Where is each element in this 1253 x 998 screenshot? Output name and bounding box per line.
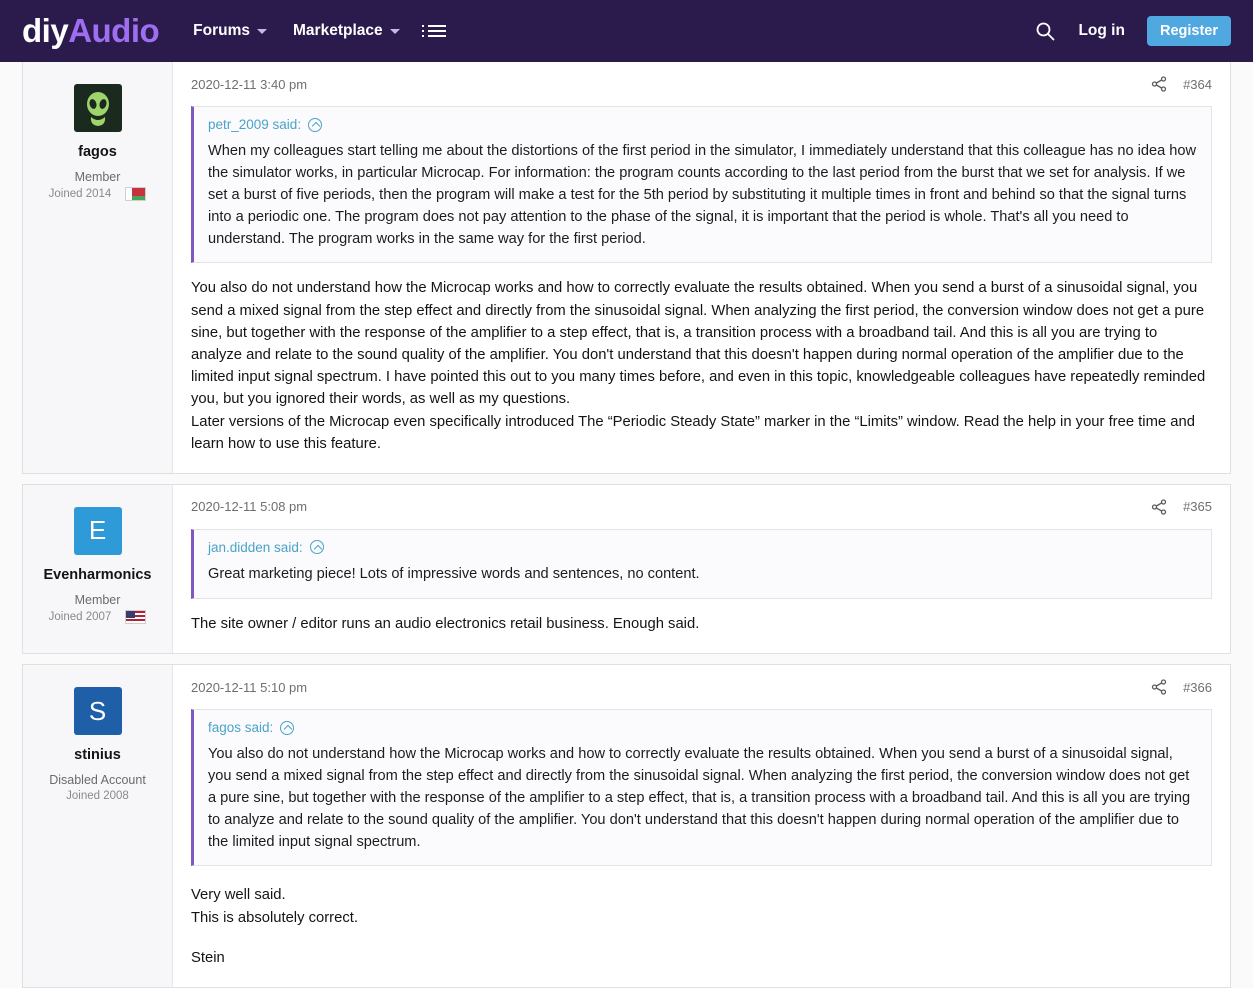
- post-number[interactable]: #364: [1183, 76, 1212, 92]
- site-logo[interactable]: [22, 12, 159, 50]
- flag-icon-usa: [125, 610, 146, 624]
- quote-text: Great marketing piece! Lots of impressive words and sentences, no content.: [208, 565, 700, 582]
- author-title: Disabled Account: [49, 773, 146, 788]
- quote-author-label: petr_2009 said:: [208, 117, 302, 132]
- quote-author-label: fagos said:: [208, 720, 274, 736]
- nav-label-marketplace: Marketplace: [293, 22, 383, 39]
- author-joined: Joined 2007: [48, 610, 112, 623]
- blockquote: [191, 106, 1212, 263]
- author-name[interactable]: fagos: [78, 144, 117, 160]
- avatar-initial: S: [88, 695, 107, 726]
- author-title: Member: [74, 592, 121, 607]
- quote-text: When my colleagues start telling me about the distortions of the first period in the simulator, I immediately understand that this colleague has no idea how the simulator works, in particular Microcap. For information: the program counts according to the last period from the burst that we set for analysis. If we set a burst of five periods, then the program will make a test for the 5th period by substituting it multiple times in front and behind so that the signal turns into a periodic one. The program does not pay attention to the phase of the signal, it is important that the period is whole. That's all you need to understand. The program works in the same way for the first period.: [208, 143, 1197, 247]
- post-paragraph: The site owner / editor runs an audio electronics retail business. Enough said.: [191, 615, 700, 632]
- blockquote: [191, 709, 1212, 866]
- post-date[interactable]: 2020-12-11 5:08 pm: [191, 499, 308, 515]
- author-name[interactable]: Evenharmonics: [43, 566, 152, 583]
- jump-to-post-icon[interactable]: [310, 540, 324, 554]
- post-paragraph: You also do not understand how the Microcap works and how to correctly evaluate the results obtained. When you send a burst of a sinusoidal signal, you send a mixed signal from the step effect and directly from the sinusoidal signal. When analyzing the first period, the conversion window does not get a pure sine, but together with the response of the amplifier to a step effect, that is, a transition process with a broadband tail. And this is all you are trying to analyze and relate to the sound quality of the amplifier. You don't understand that this doesn't happen during normal operation of the amplifier due to the limited input signal spectrum. I have pointed this out to you many times before, and even in this topic, knowledgeable colleagues have repeatedly reminded you, but you ignored their words, as well as my questions.: [191, 280, 1206, 408]
- post-body: [191, 613, 1212, 635]
- blockquote: [191, 529, 1212, 599]
- post-paragraph: This is absolutely correct.: [191, 909, 358, 926]
- quote-author-link[interactable]: [208, 720, 1197, 735]
- post-number[interactable]: #365: [1183, 499, 1212, 515]
- post-author-block: [23, 665, 173, 987]
- post-365: [22, 484, 1231, 654]
- quote-author-link[interactable]: [208, 540, 1197, 555]
- share-icon[interactable]: [1151, 679, 1167, 695]
- author-meta-row: [33, 790, 162, 802]
- share-icon[interactable]: [1151, 76, 1167, 92]
- nav-item-marketplace[interactable]: [293, 0, 400, 62]
- jump-to-post-icon[interactable]: [308, 118, 322, 132]
- logo-text-audio: Audio: [68, 12, 160, 49]
- avatar[interactable]: [74, 507, 122, 555]
- avatar[interactable]: [74, 84, 122, 132]
- post-number[interactable]: #366: [1183, 679, 1212, 695]
- avatar-initial: E: [88, 515, 107, 546]
- post-body: [191, 884, 1212, 969]
- chevron-down-icon: [257, 29, 267, 34]
- post-content: [173, 62, 1230, 473]
- post-366: [22, 664, 1231, 988]
- post-meta-actions: [1151, 499, 1212, 515]
- site-header: [0, 0, 1253, 62]
- post-meta-actions: [1151, 679, 1212, 695]
- post-meta-actions: [1151, 76, 1212, 92]
- quote-author-label: jan.didden said:: [208, 539, 303, 555]
- avatar[interactable]: [74, 687, 122, 735]
- author-name[interactable]: stinius: [74, 747, 121, 764]
- post-date[interactable]: 2020-12-11 5:10 pm: [191, 679, 308, 695]
- author-joined: Joined 2008: [66, 790, 129, 803]
- post-meta: [191, 679, 1212, 695]
- chevron-down-icon: [390, 29, 400, 34]
- post-author-block: [23, 62, 173, 473]
- jump-to-post-icon[interactable]: [280, 721, 294, 735]
- header-actions: [1034, 16, 1231, 46]
- share-icon[interactable]: [1151, 499, 1167, 515]
- list-icon[interactable]: [426, 21, 448, 41]
- author-meta-row: [33, 187, 162, 201]
- post-date[interactable]: 2020-12-11 3:40 pm: [191, 76, 308, 92]
- post-content: [173, 665, 1230, 987]
- author-title: Member: [74, 170, 121, 184]
- quote-text: You also do not understand how the Microcap works and how to correctly evaluate the results obtained. When you send a burst of a sinusoidal signal, you send a mixed signal from the step effect and directly from the sinusoidal signal. When analyzing the first period, the conversion window does not get a pure sine, but together with the response of the amplifier to a step effect, that is, a transition process with a broadband tail. And this is all you are trying to analyze and relate to the sound quality of the amplifier. You don't understand that this doesn't happen during normal operation of the amplifier due to the limited input signal spectrum.: [208, 746, 1191, 850]
- nav-item-forums[interactable]: [193, 0, 267, 62]
- post-signature: Stein: [191, 949, 225, 966]
- author-meta-row: [33, 610, 162, 624]
- search-icon[interactable]: [1034, 20, 1056, 42]
- post-body: [191, 277, 1212, 455]
- post-meta: [191, 499, 1212, 515]
- post-content: [173, 485, 1230, 653]
- post-author-block: [23, 485, 173, 653]
- login-link[interactable]: Log in: [1078, 22, 1125, 39]
- author-joined: Joined 2014: [48, 188, 112, 200]
- thread-post-list: [0, 62, 1253, 988]
- post-364: [22, 62, 1231, 474]
- logo-text-diy: diy: [22, 12, 69, 49]
- flag-icon-belarus: [125, 187, 146, 201]
- post-meta: [191, 76, 1212, 92]
- post-paragraph: Later versions of the Microcap even specifically introduced The “Periodic Steady State” marker in the “Limits” window. Read the help in your free time and learn how to use this feature.: [191, 413, 1195, 452]
- main-nav: [193, 0, 447, 62]
- post-paragraph: Very well said.: [191, 887, 286, 904]
- register-button[interactable]: Register: [1147, 16, 1231, 46]
- quote-author-link[interactable]: [208, 117, 1197, 132]
- nav-label-forums: Forums: [193, 22, 251, 39]
